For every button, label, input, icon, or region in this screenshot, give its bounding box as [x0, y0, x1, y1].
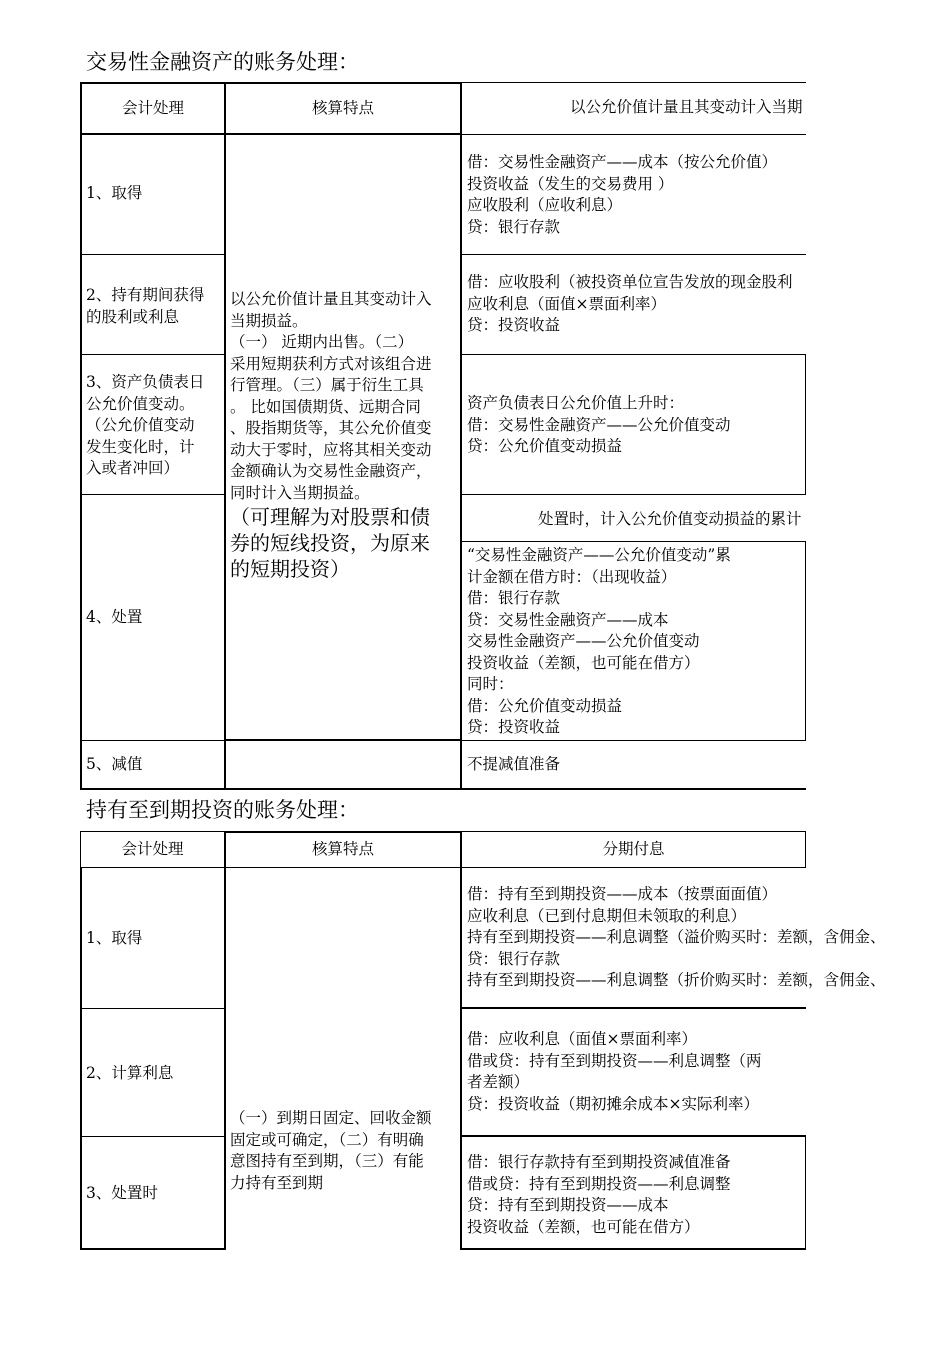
header-fair-value-text: 以公允价值计量且其变动计入当期: [570, 98, 803, 116]
s1-row4-entries: “交易性金融资产——公允价值变动”累 计金额在借方时：（出现收益） 借：银行存款 贷：交易性金融资产——成本 交易性金融资产——公允价值变动 投资收益（差额，也可能在借方） 同时： 借：公允价值变动损益 贷：投资收益: [460, 541, 806, 741]
s2-feature-cell: （一）到期日固定、回收金额 固定或可确定，（二）有明确 意图持有至到期，（三）有能 力持有至到期: [230, 1109, 432, 1192]
s2-row1-label: 1、取得: [80, 868, 226, 1009]
s2-header-installment: 分期付息: [460, 831, 806, 868]
s2-row3-label: 3、处置时: [80, 1137, 226, 1250]
s1-row2-label: 2、持有期间获得 的股利或利息: [80, 255, 226, 355]
header-fair-value: [460, 82, 806, 135]
s1-row5-label: 5、减值: [80, 741, 226, 790]
s1-feature-cell-impairment: [226, 741, 462, 790]
s1-feature-cell: 以公允价值计量且其变动计入 当期损益。 （一） 近期内出售。（二） 采用短期获利方式对该组合进 行管理。（三）属于衍生工具 。 比如国债期货、远期合同 、股指期货等，其公允价值变 动大于零时，应将其相关变动 金额确认为交易性金融资产， 同时计入当期损益。 （可理解为对股票和债 券的短线投资，为原来 的短期投资）: [226, 135, 462, 741]
section1-title: 交易性金融资产的账务处理：: [86, 50, 359, 74]
s2-row2-entries: 借：应收利息（面值×票面利率） 借或贷：持有至到期投资——利息调整（两 者差额） 贷：投资收益（期初摊余成本×实际利率）: [460, 1009, 806, 1137]
s2-row2-label: 2、计算利息: [80, 1009, 226, 1137]
s1-row3-entries: 资产负债表日公允价值上升时： 借：交易性金融资产——公允价值变动 贷：公允价值变动损益: [460, 355, 806, 495]
s1-row1-entries: 借：交易性金融资产——成本（按公允价值） 投资收益（发生的交易费用 ） 应收股利（应收利息） 贷：银行存款: [460, 135, 806, 255]
s1-row4-label: 4、处置: [80, 495, 226, 741]
s1-row1-label: 1、取得: [80, 135, 226, 255]
header-accounting: 会计处理: [80, 82, 226, 135]
s1-row4-note: 处置时，计入公允价值变动损益的累计: [460, 495, 806, 541]
s1-row3-label: 3、资产负债表日 公允价值变动。 （公允价值变动 发生变化时，计 入或者冲回）: [80, 355, 226, 495]
header-feature: 核算特点: [224, 82, 462, 135]
s2-row1-entries: 借：持有至到期投资——成本（按票面面值） 应收利息（已到付息期但未领取的利息） 持有至到期投资——利息调整（溢价购买时：差额，含佣金、 贷：银行存款 持有至到期投资——利息调整（折价购买时：差额，含佣金、: [460, 868, 950, 1009]
s1-row5-entries: 不提减值准备: [460, 741, 806, 790]
section2-title: 持有至到期投资的账务处理：: [86, 798, 359, 822]
s2-header-feature: 核算特点: [224, 831, 462, 868]
s1-row2-entries: 借：应收股利（被投资单位宣告发放的现金股利 应收利息（面值×票面利率） 贷：投资收益: [460, 255, 806, 355]
s2-row3-entries: 借：银行存款持有至到期投资减值准备 借或贷：持有至到期投资——利息调整 贷：持有至到期投资——成本 投资收益（差额，也可能在借方）: [460, 1135, 806, 1250]
s2-header-accounting: 会计处理: [80, 831, 226, 868]
